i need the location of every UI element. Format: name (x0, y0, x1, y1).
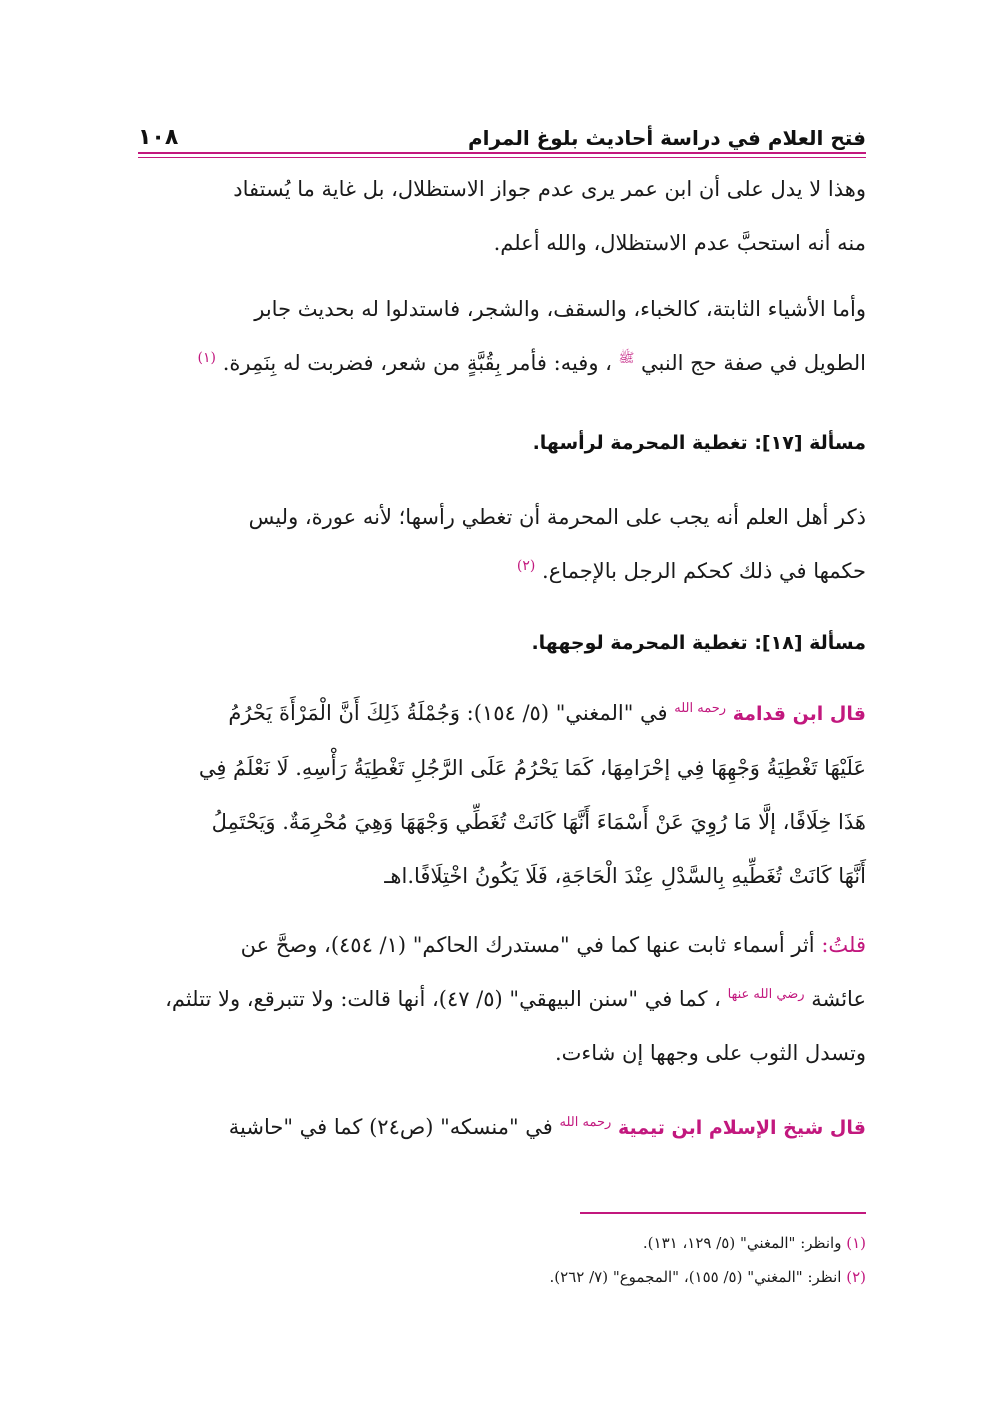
issue-label: مسألة [١٧]: (754, 432, 866, 454)
footnote-2 (138, 1264, 866, 1290)
text-line: عَلَيْهَا تَغْطِيَةُ وَجْهِهَا فِي إحْرَامِهَا، كَمَا يَحْرُمُ عَلَى الرَّجُلِ تَغْطِيَةُ رَأْسِهِ. لَا نَعْلَمُ فِي (198, 756, 866, 780)
text-line (138, 918, 866, 972)
paragraph-5 (138, 918, 866, 1080)
text-line: هَذَا خِلَافًا، إلَّا مَا رُوِيَ عَنْ أَسْمَاءَ أَنَّهَا كَانَتْ تُغَطِّي وَجْهَهَا وَهِيَ مُحْرِمَةٌ. وَيَحْتَمِلُ (211, 810, 866, 834)
text-line: وتسدل الثوب على وجهها إن شاءت. (554, 1041, 866, 1065)
issue-title: تغطية المحرمة لرأسها. (532, 432, 748, 454)
footnote-marker-2[interactable]: (٢) (516, 558, 536, 574)
issue-label: مسألة [١٨]: (754, 632, 866, 654)
footnote-text: انظر: "المغني" (٥/ ١٥٥)، "المجموع" (٧/ ٢٦٢). (549, 1268, 847, 1286)
text-line (138, 1100, 866, 1155)
text-span: الطويل في صفة حج النبي (641, 351, 866, 375)
text-line (138, 686, 866, 741)
text-span: عائشة (811, 987, 866, 1011)
honorific-glyph: ﷺ (618, 351, 635, 366)
page-header (138, 112, 866, 150)
footnote-1 (138, 1230, 866, 1256)
header-rule-thick (138, 152, 866, 154)
book-title: فتح العلام في دراسة أحاديث بلوغ المرام (467, 126, 866, 150)
text-line: ذكر أهل العلم أنه يجب على المحرمة أن تغطي رأسها؛ لأنه عورة، وليس (248, 505, 866, 529)
paragraph-4-quote (138, 686, 866, 903)
text-span: حكمها في ذلك كحكم الرجل بالإجماع. (542, 559, 866, 583)
paragraph-6 (138, 1100, 866, 1155)
honorific-glyph: رحمه الله (674, 701, 727, 716)
text-line: منه أنه استحبَّ عدم الاستظلال، والله أعلم. (493, 231, 866, 255)
text-span: ، كما في "سنن البيهقي" (٥/ ٤٧)، أنها قالت: ولا تتبرقع، ولا تتلثم، (165, 987, 721, 1011)
footnote-marker-1[interactable]: (١) (197, 350, 216, 366)
honorific-glyph: رحمه الله (559, 1115, 612, 1130)
text-span: أثر أسماء ثابت عنها كما في "مستدرك الحاكم" (١/ ٤٥٤)، وصحَّ عن (240, 933, 815, 957)
paragraph-1 (138, 162, 866, 270)
issue-heading-18 (138, 632, 866, 654)
issue-heading-17 (138, 432, 866, 454)
text-line (138, 972, 866, 1026)
quoted-author: قال ابن قدامة (732, 703, 866, 725)
footnote-number: (١) (846, 1234, 866, 1252)
footnote-text: وانظر: "المغني" (٥/ ١٢٩، ١٣١). (642, 1234, 847, 1252)
footnote-number: (٢) (846, 1268, 866, 1286)
text-span: في "المغني" (٥/ ١٥٤): وَجُمْلَةُ ذَلِكَ أَنَّ الْمَرْأَةَ يَحْرُمُ (228, 701, 668, 725)
text-span: في "منسكه" (ص٢٤) كما في "حاشية (228, 1115, 553, 1139)
text-line: وهذا لا يدل على أن ابن عمر يرى عدم جواز الاستظلال، بل غاية ما يُستفاد (233, 177, 866, 201)
text-line (138, 544, 866, 598)
text-line: وأما الأشياء الثابتة، كالخباء، والسقف، والشجر، فاستدلوا له بحديث جابر (254, 297, 866, 321)
text-line: أَنَّهَا كَانَتْ تُغَطِّيهِ بِالسَّدْلِ عِنْدَ الْحَاجَةِ، فَلَا يَكُونُ اخْتِلَافًا.اهـ (384, 864, 866, 888)
page-number: ١٠٨ (138, 125, 179, 150)
header-rule-thin (138, 157, 866, 158)
paragraph-2 (138, 282, 866, 390)
paragraph-3 (138, 490, 866, 598)
text-line (138, 336, 866, 390)
issue-title: تغطية المحرمة لوجهها. (531, 632, 748, 654)
honorific-glyph: رضي الله عنها (727, 987, 805, 1002)
text-span: ، وفيه: فأمر بِقُبَّةٍ من شعر، فضربت له بِنَمِرة. (222, 351, 612, 375)
footnote-separator (580, 1212, 866, 1214)
quoted-author: قال شيخ الإسلام ابن تيمية (617, 1117, 866, 1139)
qult-label: قلتُ: (821, 933, 866, 957)
